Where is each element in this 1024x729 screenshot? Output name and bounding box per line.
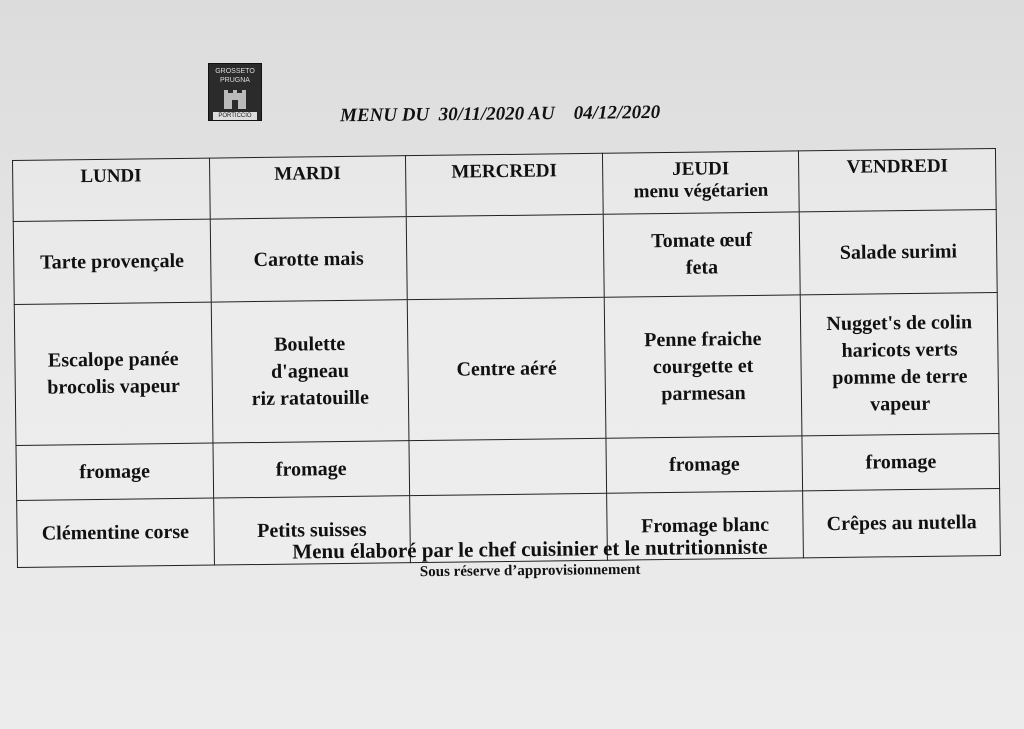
main-course-cell: Penne fraiche courgette et parmesan [604,295,802,438]
dessert-cell: Clémentine corse [17,498,214,567]
cheese-cell: fromage [606,436,803,493]
menu-title: MENU DU 30/11/2020 AU 04/12/2020 [339,101,661,127]
weekly-menu-table [12,148,1001,568]
day-header-vendredi: VENDREDI [799,148,996,211]
footer [230,533,830,583]
starter-cell: Tarte provençale [13,219,211,304]
dessert-cell: Fromage blanc [606,491,803,560]
logo-bottom-text: PORTICCIO [213,112,257,120]
starter-cell: Salade surimi [800,209,998,294]
main-course-cell: Escalope panée brocolis vapeur [14,302,212,445]
school-logo [208,63,262,121]
cheese-cell [409,438,606,495]
main-course-cell: Centre aéré [407,297,605,440]
jeudi-note: menu végétarien [633,179,769,203]
main-course-cell: Nugget's de colin haricots verts pomme de terre vapeur [801,292,999,435]
day-header-jeudi: JEUDI menu végétarien [602,151,799,214]
footer-chef-note: Menu élaboré par le chef cuisinier et le nutritionniste [292,534,768,564]
day-header-lundi: LUNDI [13,158,210,221]
cheese-cell: fromage [802,433,999,490]
castle-icon [221,87,249,109]
dessert-cell: Crêpes au nutella [803,488,1000,557]
day-header-mercredi: MERCREDI [406,153,603,216]
footer-supply-note: Sous réserve d’approvisionnement [419,561,641,581]
main-course-cell: Boulette d'agneau riz ratatouille [211,300,409,443]
starter-cell [406,214,604,299]
day-header-mardi: MARDI [209,156,406,219]
cheese-cell: fromage [16,443,213,500]
cheese-cell: fromage [213,441,410,498]
logo-top-text: GROSSETO PRUGNA [215,68,255,84]
starter-cell: Carotte mais [210,217,408,302]
starter-cell: Tomate œuf feta [603,212,801,297]
main-course-row [14,292,999,445]
starter-row [13,209,997,304]
dessert-cell: Petits suisses [213,496,410,565]
